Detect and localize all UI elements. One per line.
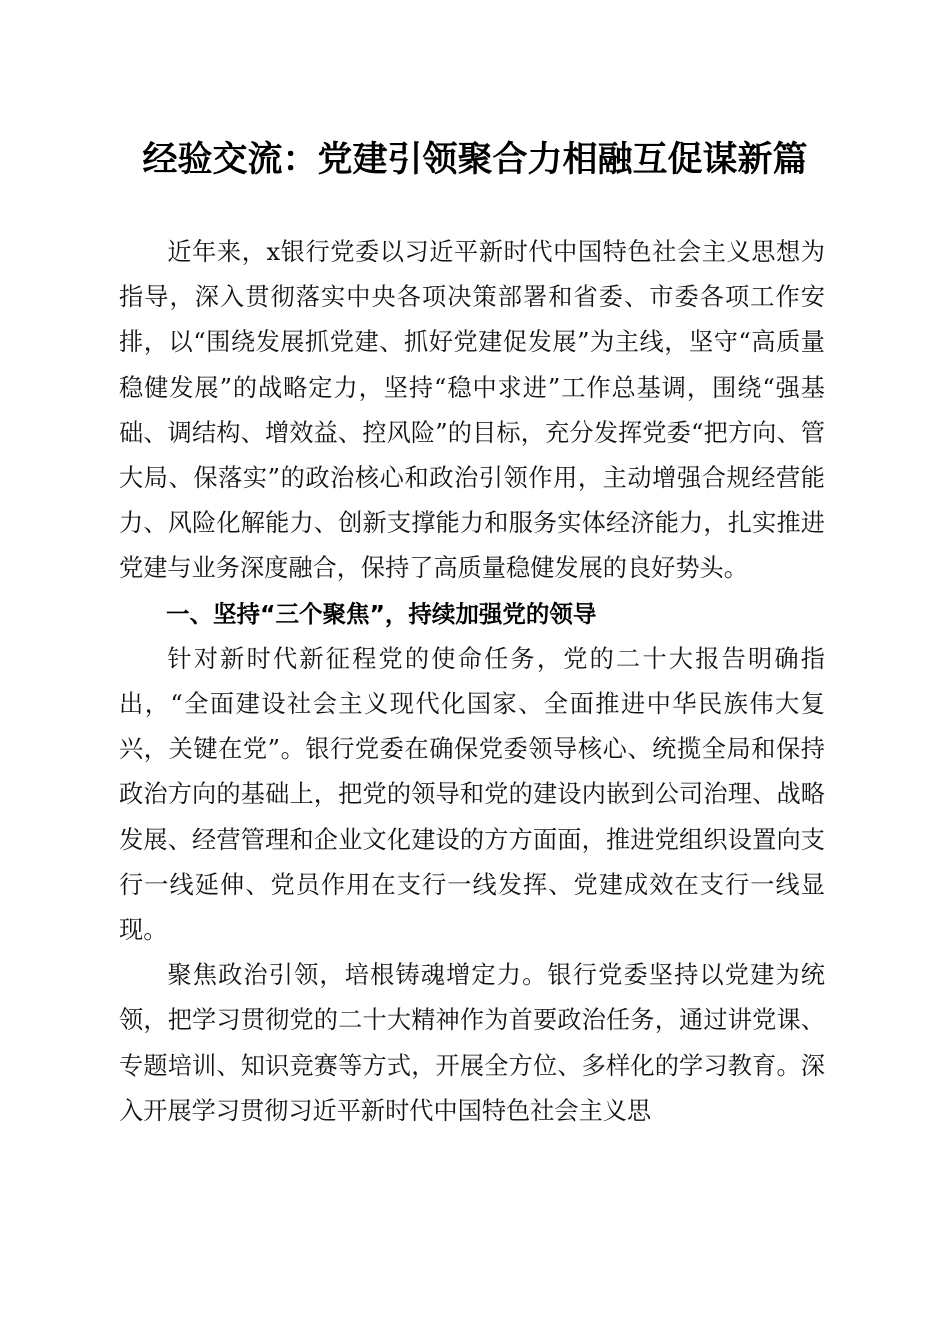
section-paragraph-political-guidance: 聚焦政治引领，培根铸魂增定力。银行党委坚持以党建为统领，把学习贯彻党的二十大精神作为首要政治任务，通过讲党课、专题培训、知识竞赛等方式，开展全方位、多样化的学习教育。深入开展学习贯彻习近平新时代中国特色社会主义思: [119, 961, 825, 1125]
document-body: [119, 230, 825, 1134]
section-heading: 一、坚持“三个聚焦”，持续加强党的领导: [166, 599, 597, 628]
document-title: 经验交流：党建引领聚合力相融互促谋新篇: [142, 139, 808, 180]
intro-paragraph: 近年来，x银行党委以习近平新时代中国特色社会主义思想为指导，深入贯彻落实中央各项决策部署和省委、市委各项工作安排，以“围绕发展抓党建、抓好党建促发展”为主线，坚守“高质量稳健发展”的战略定力，坚持“稳中求进”工作总基调，围绕“强基础、调结构、增效益、控风险”的目标，充分发挥党委“把方向、管大局、保落实”的政治核心和政治引领作用，主动增强合规经营能力、风险化解能力、创新支撑能力和服务实体经济能力，扎实推进党建与业务深度融合，保持了高质量稳健发展的良好势头。: [119, 238, 825, 583]
section-paragraph: 针对新时代新征程党的使命任务，党的二十大报告明确指出，“全面建设社会主义现代化国家、全面推进中华民族伟大复兴，关键在党”。银行党委在确保党委领导核心、统揽全局和保持政治方向的基础上，把党的领导和党的建设内嵌到公司治理、战略发展、经营管理和企业文化建设的方方面面，推进党组织设置向支行一线延伸、党员作用在支行一线发挥、党建成效在支行一线显现。: [119, 644, 825, 945]
